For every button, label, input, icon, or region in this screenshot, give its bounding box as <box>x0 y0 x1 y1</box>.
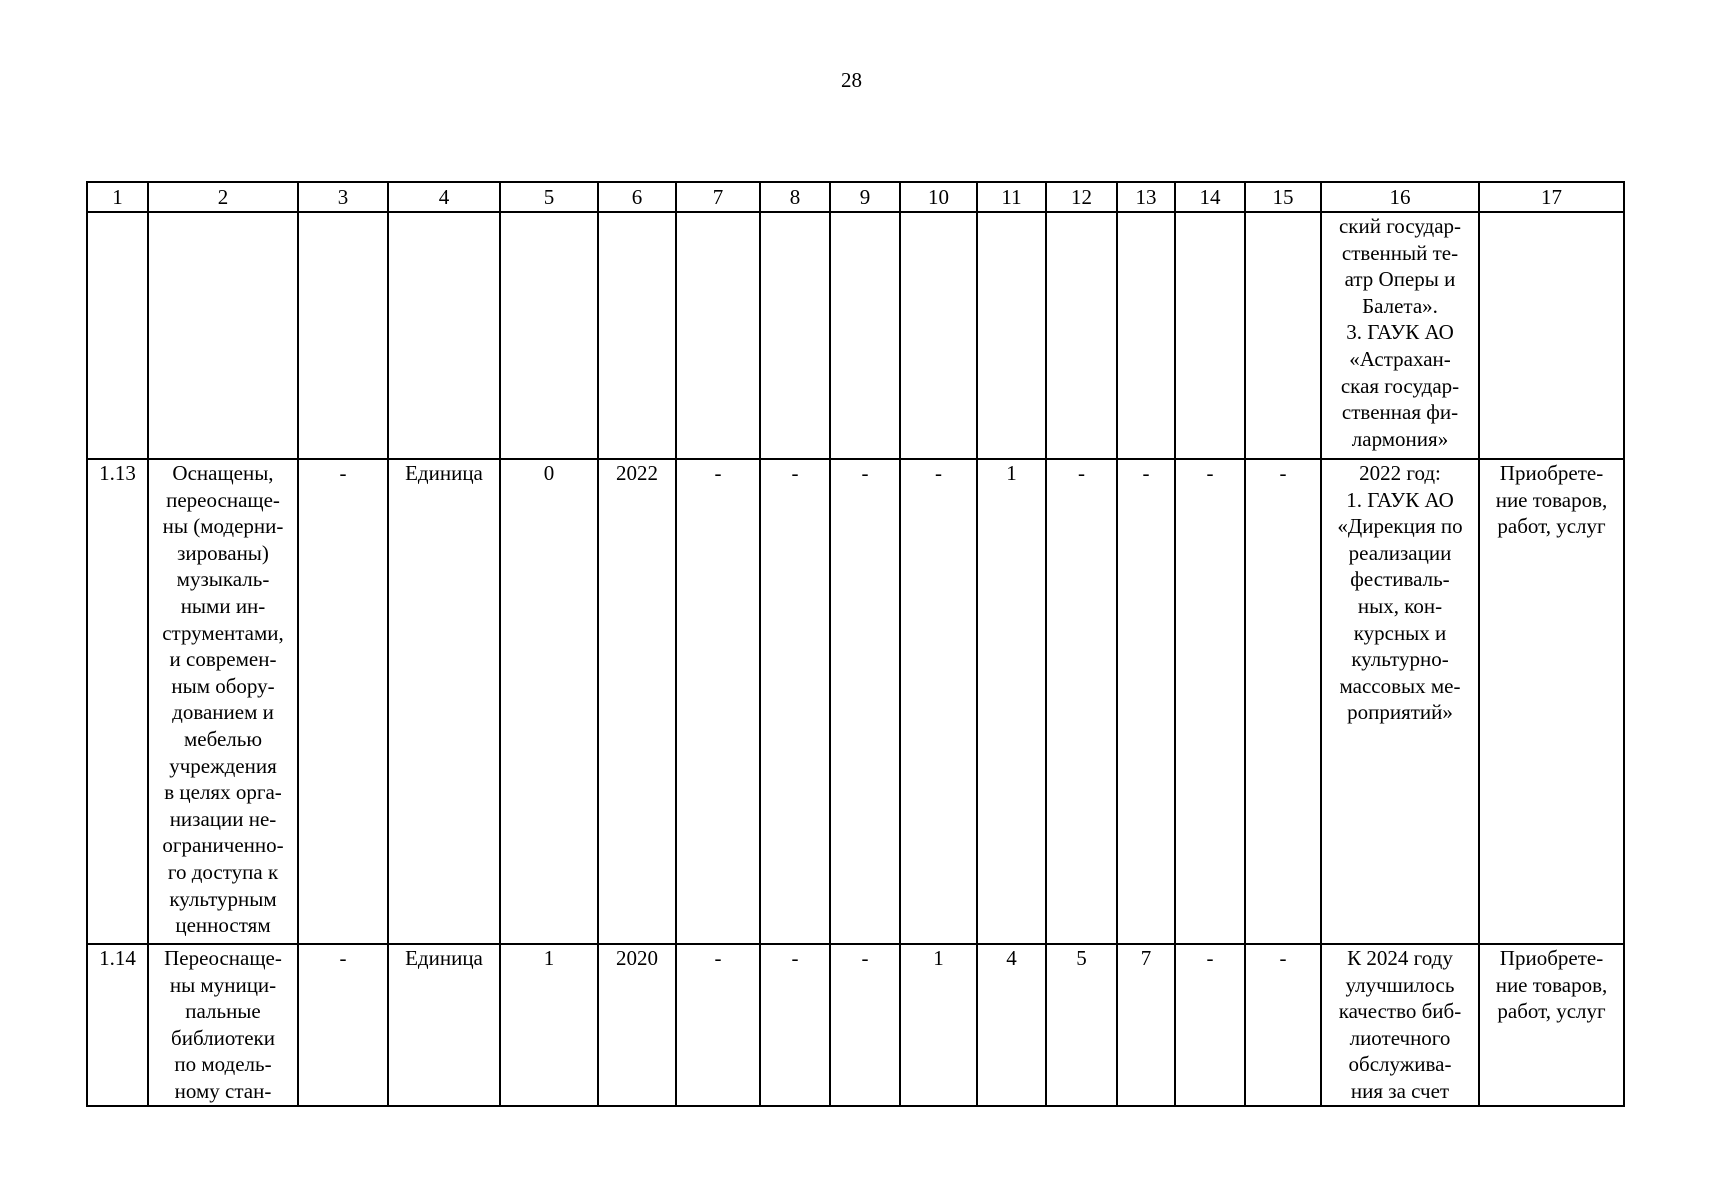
page-number: 28 <box>841 68 862 92</box>
table-cell-col-6 <box>598 212 676 459</box>
table-row <box>87 212 1624 459</box>
table-cell-col-14: - <box>1175 459 1245 944</box>
table-cell-col-16: ский государ- ственный те- атр Оперы и Балета». 3. ГАУК АО «Астрахан- ская государ- ственная фи- лармония» <box>1321 212 1479 459</box>
table-cell-col-15: - <box>1245 459 1321 944</box>
table-cell-col-1 <box>87 212 148 459</box>
table-row <box>87 459 1624 944</box>
table-cell-col-11: 4 <box>977 944 1046 1106</box>
column-number-17: 17 <box>1479 182 1624 212</box>
table-cell-col-4 <box>388 212 500 459</box>
table-cell-col-11: 1 <box>977 459 1046 944</box>
table-cell-col-13 <box>1117 212 1175 459</box>
table-cell-col-15 <box>1245 212 1321 459</box>
table-cell-col-5: 0 <box>500 459 598 944</box>
table-cell-col-3 <box>298 212 388 459</box>
table-cell-col-13: 7 <box>1117 944 1175 1106</box>
table-cell-col-16: К 2024 году улучшилось качество биб- лиотечного обслужива- ния за счет <box>1321 944 1479 1106</box>
table-cell-col-10 <box>900 212 977 459</box>
table-cell-col-3: - <box>298 944 388 1106</box>
table-cell-col-17: Приобрете- ние товаров, работ, услуг <box>1479 944 1624 1106</box>
column-number-2: 2 <box>148 182 298 212</box>
table-cell-col-16: 2022 год: 1. ГАУК АО «Дирекция по реализации фестиваль- ных, кон- курсных и культурно- массовых ме- роприятий» <box>1321 459 1479 944</box>
table-cell-col-7: - <box>676 944 760 1106</box>
column-number-3: 3 <box>298 182 388 212</box>
table-cell-col-10: - <box>900 459 977 944</box>
table-cell-col-7 <box>676 212 760 459</box>
column-number-11: 11 <box>977 182 1046 212</box>
table-cell-col-9: - <box>830 459 900 944</box>
table-cell-col-9: - <box>830 944 900 1106</box>
column-number-1: 1 <box>87 182 148 212</box>
column-number-15: 15 <box>1245 182 1321 212</box>
column-number-10: 10 <box>900 182 977 212</box>
table-cell-col-6: 2022 <box>598 459 676 944</box>
table-cell-col-12: - <box>1046 459 1117 944</box>
table-cell-col-6: 2020 <box>598 944 676 1106</box>
table-cell-col-2 <box>148 212 298 459</box>
column-number-16: 16 <box>1321 182 1479 212</box>
column-number-6: 6 <box>598 182 676 212</box>
table-cell-col-12: 5 <box>1046 944 1117 1106</box>
table-cell-col-17 <box>1479 212 1624 459</box>
table-cell-col-15: - <box>1245 944 1321 1106</box>
table-cell-col-11 <box>977 212 1046 459</box>
table-cell-col-17: Приобрете- ние товаров, работ, услуг <box>1479 459 1624 944</box>
column-number-13: 13 <box>1117 182 1175 212</box>
table-cell-col-1: 1.14 <box>87 944 148 1106</box>
table-cell-col-8: - <box>760 459 830 944</box>
program-table <box>86 181 1625 1107</box>
table-cell-col-9 <box>830 212 900 459</box>
column-number-7: 7 <box>676 182 760 212</box>
table-cell-col-4: Единица <box>388 944 500 1106</box>
table-cell-col-12 <box>1046 212 1117 459</box>
table-cell-col-3: - <box>298 459 388 944</box>
table-cell-col-1: 1.13 <box>87 459 148 944</box>
column-number-4: 4 <box>388 182 500 212</box>
column-number-14: 14 <box>1175 182 1245 212</box>
table-cell-col-8 <box>760 212 830 459</box>
column-number-5: 5 <box>500 182 598 212</box>
table-cell-col-4: Единица <box>388 459 500 944</box>
table-cell-col-2: Оснащены, переоснаще- ны (модерни- зированы) музыкаль- ными ин- струментами, и современ- ным обору- дованием и мебелью учреждения в целях орга- низации не- ограниченно- го доступа к культурным ценностям <box>148 459 298 944</box>
column-number-8: 8 <box>760 182 830 212</box>
table-row <box>87 944 1624 1106</box>
table-cell-col-7: - <box>676 459 760 944</box>
table-cell-col-5 <box>500 212 598 459</box>
table-cell-col-2: Переоснаще- ны муници- пальные библиотеки по модель- ному стан- <box>148 944 298 1106</box>
table-cell-col-14: - <box>1175 944 1245 1106</box>
column-number-12: 12 <box>1046 182 1117 212</box>
table-cell-col-8: - <box>760 944 830 1106</box>
table-cell-col-14 <box>1175 212 1245 459</box>
table-cell-col-13: - <box>1117 459 1175 944</box>
table-cell-col-10: 1 <box>900 944 977 1106</box>
table-header-row <box>87 182 1624 212</box>
column-number-9: 9 <box>830 182 900 212</box>
table-cell-col-5: 1 <box>500 944 598 1106</box>
